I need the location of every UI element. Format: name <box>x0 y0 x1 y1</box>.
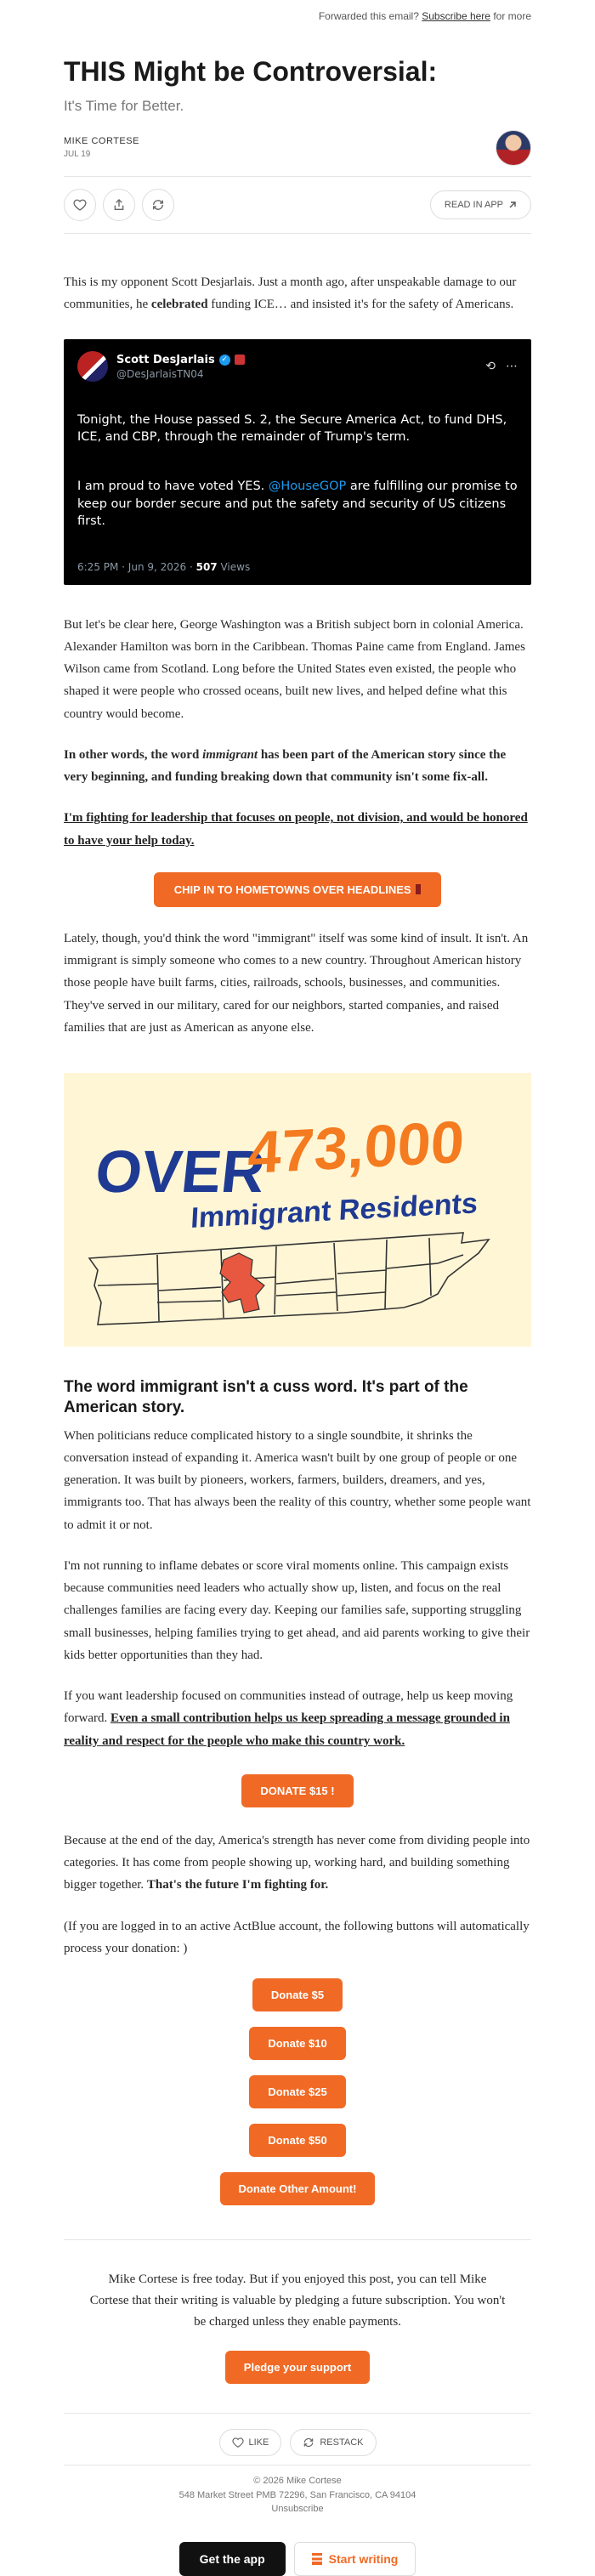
byline-text <box>64 136 139 159</box>
read-in-app-button[interactable] <box>430 190 531 219</box>
author-name[interactable]: MIKE CORTESE <box>64 136 139 147</box>
donate-buttons <box>64 1978 531 2205</box>
substack-icon <box>312 2553 322 2565</box>
share-icon <box>112 198 126 212</box>
copyright: © 2026 Mike Cortese <box>253 2476 342 2487</box>
flag-icon <box>235 355 245 365</box>
graphic-canvas <box>64 1073 531 1347</box>
footer-actions <box>64 2413 531 2456</box>
paragraph-not-running: I'm not running to inflame debates or score viral moments online. This campaign exists because communities need leaders who actually show up, listen, and focus on the real challenges families are facing every day. Keeping our families safe, supporting struggling small businesses, helping families trying to get ahead, and aid parents working to give their kids better opportunities than they had. <box>64 1558 530 1662</box>
paragraph-history: But let's be clear here, George Washington was a British subject born in colonial America. Alexander Hamilton was born in the Caribbean. Thomas Paine came from England. James Wilson came from Scotland. Long before the United States even existed, the people who shaped it were people who crossed oceans, built new lives, and helped define what this country would become. <box>64 617 525 721</box>
avatar[interactable] <box>496 130 531 166</box>
post-date: JUL 19 <box>64 150 91 160</box>
donate-10-button[interactable]: Donate $10 <box>249 2027 345 2060</box>
restack-icon <box>151 198 165 212</box>
paragraph-leadership <box>64 1685 531 1752</box>
start-writing-button[interactable] <box>294 2542 416 2576</box>
grok-icon[interactable]: ⟲ <box>485 360 496 374</box>
tweet-text-line2 <box>77 478 518 530</box>
cta-hometowns-label: CHIP IN TO HOMETOWNS OVER HEADLINES <box>173 882 411 896</box>
footer-info <box>64 2465 531 2516</box>
forwarded-text: Forwarded this email? <box>318 10 419 22</box>
forwarded-note <box>0 0 595 22</box>
fighting-link[interactable]: I'm fighting for leadership that focuses on people, not division, and would be honored to have your help today. <box>64 811 528 848</box>
strength-text: Because at the end of the day, America's strength has never come from dividing people into categories. It has come from people showing up, working hard, and building something bigger together. <box>64 1833 530 1892</box>
intro-text-c: funding ICE… and insisted it's for the safety of Americans. <box>207 298 514 312</box>
leadership-text: If you want leadership focused on communities instead of outrage, help us keep moving forward. <box>64 1689 513 1726</box>
like-button[interactable] <box>64 189 96 221</box>
tweet-header <box>77 351 518 382</box>
immigrant-residents-graphic <box>64 1073 531 1347</box>
heart-icon <box>73 198 87 212</box>
address: 548 Market Street PMB 72296, San Francisco, CA 94104 <box>178 2489 416 2500</box>
unsubscribe-link[interactable]: Unsubscribe <box>271 2504 324 2515</box>
tweet-meta <box>77 561 518 573</box>
start-writing-label: Start writing <box>328 2551 399 2566</box>
cta-hometowns-wrap <box>64 872 531 907</box>
pledge-wrap <box>89 2351 506 2384</box>
donate-15-button[interactable]: DONATE $15 ! <box>241 1774 353 1807</box>
donate-other-button[interactable]: Donate Other Amount! <box>220 2172 376 2205</box>
paragraph-immigrant-story <box>64 744 531 789</box>
graphic-residents-text: Immigrant Residents <box>190 1187 479 1235</box>
byline <box>64 130 531 166</box>
app-buttons <box>64 2542 531 2576</box>
embedded-tweet[interactable] <box>64 339 531 584</box>
donate-25-button[interactable]: Donate $25 <box>249 2075 345 2108</box>
donate-50-button[interactable]: Donate $50 <box>249 2124 345 2157</box>
pledge-button[interactable]: Pledge your support <box>225 2351 370 2384</box>
restack-icon <box>303 2437 314 2448</box>
tweet-views-label: Views <box>217 560 251 573</box>
action-bar <box>64 177 531 234</box>
donate-15-wrap <box>64 1774 531 1807</box>
tennessee-map <box>89 1233 489 1325</box>
restack-label: RESTACK <box>320 2437 364 2448</box>
like-label: LIKE <box>248 2437 269 2448</box>
post-subtitle: It's Time for Better. <box>64 97 184 114</box>
story-text-c: has been part of the American story since the very beginning, and funding breaking down that community isn't some fix-all. <box>64 747 507 785</box>
tweet-time: 6:25 PM · Jun 9, 2026 · <box>77 560 196 573</box>
verified-icon: ✓ <box>219 355 230 366</box>
tweet-handle: @DesJarlaisTN04 <box>116 367 204 380</box>
paragraph-strength <box>64 1830 531 1897</box>
get-app-button[interactable]: Get the app <box>179 2542 286 2576</box>
paragraph-fighting <box>64 807 531 852</box>
heart-icon <box>232 2437 244 2448</box>
paragraph-actblue: (If you are logged in to an active ActBlue account, the following buttons will automatically process your donation: ) <box>64 1919 530 1955</box>
tweet-mention[interactable]: @HouseGOP <box>268 479 347 494</box>
intro-text-a: This is my opponent Scott Desjarlais. Just a month ago, after unspeakable damage to our communities, he <box>64 275 517 312</box>
subscription-text: Mike Cortese is free today. But if you enjoyed this post, you can tell Mike Cortese that their writing is valuable by pledging a future subscription. You won't be charged unless they enable payments. <box>89 2272 506 2329</box>
restack-button[interactable] <box>142 189 174 221</box>
share-button[interactable] <box>103 189 135 221</box>
paragraph-soundbite: When politicians reduce complicated history to a single soundbite, it shrinks the conversation instead of expanding it. America wasn't built by one group of people or one generation. It was built by pioneers, workers, farmers, builders, dreamers, and yes, immigrants too. That has always been the reality of this country, whether some people want to admit it or not. <box>64 1428 531 1532</box>
arrow-up-right-icon <box>508 201 517 209</box>
subscribe-link[interactable]: Subscribe here <box>422 10 490 22</box>
tweet-text2-a: I am proud to have voted YES. <box>77 479 269 494</box>
tweet-text2-b: are fulfilling our promise to keep our border secure and put the safety and security of US citizens first. <box>77 479 518 529</box>
tweet-name-row <box>116 354 245 366</box>
forwarded-suffix: for more <box>493 10 531 22</box>
tweet-text-line1: Tonight, the House passed S. 2, the Secure America Act, to fund DHS, ICE, and CBP, through the remainder of Trump's term. <box>77 412 507 444</box>
tweet-user <box>77 351 245 382</box>
footer-like-button[interactable] <box>219 2429 282 2456</box>
story-italic: immigrant <box>202 747 258 762</box>
subscription-box <box>64 2239 531 2413</box>
graphic-over-text: OVER <box>92 1138 269 1206</box>
section-heading: The word immigrant isn't a cuss word. It's part of the American story. <box>64 1378 468 1416</box>
strength-bold: That's the future I'm fighting for. <box>146 1878 329 1892</box>
post-title: THIS Might be Controversial: <box>64 56 438 87</box>
tweet-tools <box>485 360 518 373</box>
flag-icon <box>416 884 421 894</box>
graphic-number-text: 473,000 <box>246 1108 467 1187</box>
tweet-views-count: 507 <box>196 560 218 573</box>
cta-hometowns-button[interactable] <box>154 872 441 907</box>
tweet-text <box>77 394 518 547</box>
footer-restack-button[interactable] <box>290 2429 376 2456</box>
intro-bold: celebrated <box>150 298 208 312</box>
paragraph-intro <box>64 271 531 316</box>
donate-5-button[interactable]: Donate $5 <box>252 1978 343 2011</box>
action-buttons <box>64 189 174 221</box>
contribution-link[interactable]: Even a small contribution helps us keep spreading a message grounded in reality and respect for the people who make this country work. <box>64 1711 510 1748</box>
post-container <box>64 56 531 2576</box>
read-in-app-label: READ IN APP <box>444 199 503 210</box>
tweet-name: Scott DesJarlais <box>116 353 215 366</box>
story-text-a: In other words, the word <box>64 747 203 762</box>
highlight-region <box>220 1253 264 1313</box>
more-icon[interactable]: ⋯ <box>506 360 518 374</box>
tweet-avatar <box>77 351 108 382</box>
paragraph-lately: Lately, though, you'd think the word "immigrant" itself was some kind of insult. It isn't. An immigrant is simply someone who comes to a new country. Throughout American history those people have built farms, cities, railroads, schools, businesses, and communities. They've served in our military, cared for our neighbors, started companies, and raised families that are just as American as anyone else. <box>64 931 529 1035</box>
